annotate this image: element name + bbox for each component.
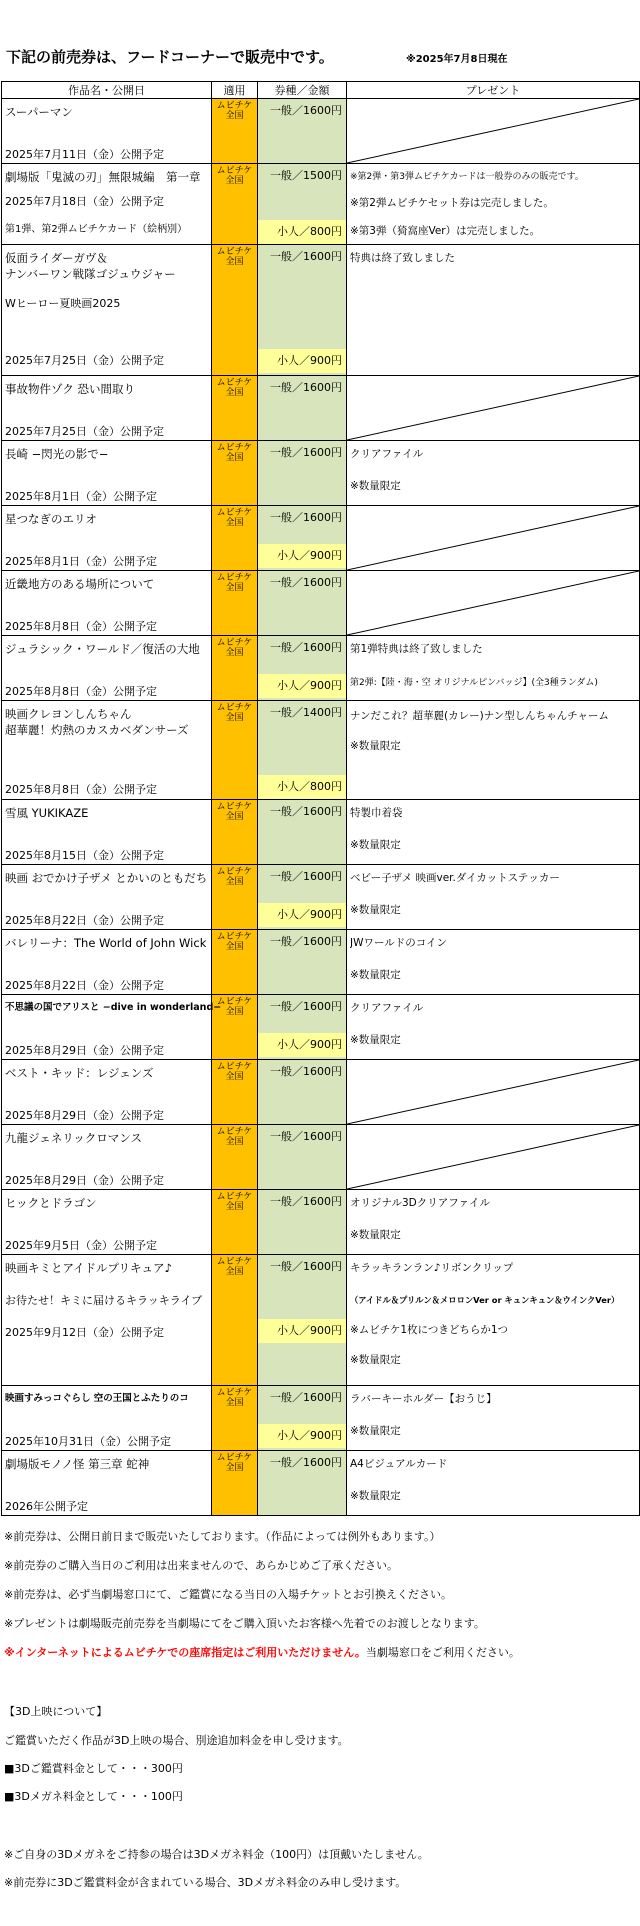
applicable-label: ムビチケ bbox=[216, 1257, 253, 1267]
adult-price: 一般／1600円 bbox=[270, 805, 342, 818]
adult-price: 一般／1600円 bbox=[270, 250, 342, 263]
adult-price: 一般／1600円 bbox=[270, 1195, 342, 1208]
adult-price: 一般／1600円 bbox=[270, 935, 342, 948]
no-present-line bbox=[347, 1125, 639, 1189]
three-d-line: ※前売券に3Dご鑑賞料金が含まれている場合、3Dメガネ料金のみ申し受けます。 bbox=[4, 1876, 407, 1889]
adult-price: 一般／1600円 bbox=[270, 1130, 342, 1143]
no-present-slash bbox=[347, 1125, 639, 1189]
ticket-cell bbox=[258, 164, 347, 245]
ticket-cell bbox=[258, 930, 347, 995]
applicable-label: 全国 bbox=[225, 583, 244, 593]
ticket-cell bbox=[258, 441, 347, 506]
table-row bbox=[2, 1255, 640, 1386]
no-present-line bbox=[347, 1060, 639, 1124]
applicable-label: ムビチケ bbox=[216, 802, 253, 812]
present-text: ※数量限定 bbox=[350, 740, 401, 752]
no-present-slash bbox=[347, 1060, 639, 1124]
present-text: 特典は終了致しました bbox=[350, 252, 455, 264]
table-row bbox=[2, 99, 640, 164]
applicable-label: 全国 bbox=[225, 111, 244, 121]
movie-subtitle: Wヒーロー夏映画2025 bbox=[5, 297, 121, 310]
title-cell bbox=[2, 1451, 212, 1516]
present-text: クリアファイル bbox=[350, 1002, 424, 1014]
movie-title: 事故物件ゾク 恐い間取り bbox=[5, 382, 136, 396]
applicable-label: ムビチケ bbox=[216, 932, 253, 942]
table-row bbox=[2, 800, 640, 865]
present-text: ※第2弾・第3弾ムビチケカードは一般券のみの販売です。 bbox=[350, 172, 584, 182]
release-date: 2025年8月29日（金）公開予定 bbox=[5, 1044, 164, 1057]
child-price: 小人／900円 bbox=[258, 903, 346, 927]
title-cell bbox=[2, 1190, 212, 1255]
three-d-line: ■3Dメガネ料金として・・・100円 bbox=[4, 1790, 183, 1803]
release-date: 2025年8月22日（金）公開予定 bbox=[5, 914, 164, 927]
present-cell bbox=[347, 930, 640, 995]
three-d-line: ■3Dご鑑賞料金として・・・300円 bbox=[4, 1762, 183, 1775]
no-present-line bbox=[347, 376, 639, 440]
release-date: 2025年10月31日（金）公開予定 bbox=[5, 1435, 171, 1448]
title-cell bbox=[2, 164, 212, 245]
table-row bbox=[2, 441, 640, 506]
applicable-cell bbox=[212, 800, 258, 865]
present-text: ナンだこれ？超華麗(カレー)ナン型しんちゃんチャーム bbox=[350, 710, 609, 722]
table-row bbox=[2, 995, 640, 1060]
column-header: プレゼント bbox=[347, 82, 640, 99]
present-cell bbox=[347, 1190, 640, 1255]
movie-title: 不思議の国でアリスと −dive in wonderland− bbox=[5, 1002, 222, 1013]
applicable-label: 全国 bbox=[225, 1202, 244, 1212]
movie-title: 超華麗！灼熱のカスカベダンサーズ bbox=[5, 723, 189, 737]
release-date: 2025年8月8日（金）公開予定 bbox=[5, 685, 157, 698]
release-date: 2025年8月1日（金）公開予定 bbox=[5, 490, 157, 503]
ticket-cell bbox=[258, 506, 347, 571]
movie-title: 長崎 −閃光の影で− bbox=[5, 447, 109, 461]
applicable-label: 全国 bbox=[225, 713, 244, 723]
present-text: オリジナル3Dクリアファイル bbox=[350, 1197, 491, 1209]
table-row bbox=[2, 865, 640, 930]
applicable-cell bbox=[212, 636, 258, 701]
applicable-label: 全国 bbox=[225, 1137, 244, 1147]
applicable-label: ムビチケ bbox=[216, 867, 253, 877]
present-cell bbox=[347, 506, 640, 571]
applicable-label: 全国 bbox=[225, 1007, 244, 1017]
title-cell bbox=[2, 995, 222, 1060]
adult-price: 一般／1600円 bbox=[270, 1456, 342, 1469]
present-text: ※数量限定 bbox=[350, 1034, 401, 1046]
present-text: ※数量限定 bbox=[350, 1354, 401, 1366]
movie-title: 雪風 YUKIKAZE bbox=[5, 806, 89, 820]
present-text: キラッキランラン♪リボンクリップ bbox=[350, 1262, 514, 1274]
ticket-cell bbox=[258, 245, 347, 376]
present-text: ラバーキーホルダー【おうじ】 bbox=[350, 1393, 497, 1405]
no-present-slash bbox=[347, 571, 639, 635]
child-price: 小人／800円 bbox=[258, 775, 346, 799]
applicable-label: 全国 bbox=[225, 648, 244, 658]
applicable-cell bbox=[212, 701, 258, 800]
present-text: JWワールドのコイン bbox=[350, 937, 447, 949]
applicable-cell bbox=[212, 1190, 258, 1255]
no-present-slash bbox=[347, 506, 639, 570]
column-header: 作品名・公開日 bbox=[2, 82, 212, 99]
applicable-cell bbox=[212, 1060, 258, 1125]
note-line: ※プレゼントは劇場販売前売券を当劇場にてをご購入頂いたお客様へ先着でのお渡しとなります。 bbox=[4, 1617, 485, 1630]
no-present-slash bbox=[347, 99, 639, 163]
title-cell bbox=[2, 376, 212, 441]
note-line: ※前売券のご購入当日のご利用は出来ませんので、あらかじめご了承ください。 bbox=[4, 1559, 398, 1572]
three-d-line: ご鑑賞いただく作品が3D上映の場合、別途追加料金を申し受けます。 bbox=[4, 1734, 349, 1747]
movie-subtitle: お待たせ！キミに届けるキラッキライブ bbox=[5, 1294, 203, 1307]
movie-title: ジュラシック・ワールド／復活の大地 bbox=[5, 642, 200, 656]
applicable-label: ムビチケ bbox=[216, 638, 253, 648]
present-text: ※数量限定 bbox=[350, 969, 401, 981]
present-text: ※数量限定 bbox=[350, 1490, 401, 1502]
warning-red-text: ※インターネットによるムビチケでの座席指定はご利用いただけません。 bbox=[4, 1646, 366, 1659]
ticket-table bbox=[1, 81, 640, 1516]
release-date: 2025年7月25日（金）公開予定 bbox=[5, 354, 164, 367]
adult-price: 一般／1500円 bbox=[270, 169, 342, 182]
movie-note: 第1弾、第2弾ムビチケカード（絵柄別） bbox=[5, 224, 188, 235]
applicable-label: 全国 bbox=[225, 518, 244, 528]
title-cell bbox=[2, 506, 212, 571]
present-text: ※数量限定 bbox=[350, 904, 401, 916]
present-text: ※第2弾ムビチケセット券は完売しました。 bbox=[350, 197, 554, 209]
table-row bbox=[2, 164, 640, 245]
applicable-label: 全国 bbox=[225, 1398, 244, 1408]
adult-price: 一般／1400円 bbox=[270, 706, 342, 719]
adult-price: 一般／1600円 bbox=[270, 576, 342, 589]
adult-price: 一般／1600円 bbox=[270, 446, 342, 459]
no-present-line bbox=[347, 571, 639, 635]
applicable-cell bbox=[212, 1451, 258, 1516]
applicable-label: 全国 bbox=[225, 453, 244, 463]
table-row bbox=[2, 1190, 640, 1255]
present-text: ※数量限定 bbox=[350, 839, 401, 851]
adult-price: 一般／1600円 bbox=[270, 381, 342, 394]
applicable-label: ムビチケ bbox=[216, 166, 253, 176]
as-of-date: ※2025年7月8日現在 bbox=[406, 54, 508, 65]
movie-title: 映画 おでかけ子ザメ とかいのともだち bbox=[5, 871, 208, 885]
no-present-line bbox=[347, 99, 639, 163]
child-price: 小人／900円 bbox=[258, 349, 346, 373]
table-row bbox=[2, 1060, 640, 1125]
child-price: 小人／800円 bbox=[258, 220, 346, 244]
child-price: 小人／900円 bbox=[258, 1319, 346, 1343]
applicable-label: 全国 bbox=[225, 176, 244, 186]
table-row bbox=[2, 636, 640, 701]
present-cell bbox=[347, 1125, 640, 1190]
applicable-cell bbox=[212, 99, 258, 164]
release-date: 2025年8月22日（金）公開予定 bbox=[5, 979, 164, 992]
warning-black-text: 当劇場窓口をご利用ください。 bbox=[365, 1646, 520, 1659]
applicable-label: ムビチケ bbox=[216, 378, 253, 388]
applicable-cell bbox=[212, 441, 258, 506]
present-text: 第2弾:【陸・海・空 オリジナルピンバッジ】(全3種ランダム) bbox=[350, 678, 598, 688]
present-text: A4ビジュアルカード bbox=[350, 1458, 448, 1470]
ticket-cell bbox=[258, 1451, 347, 1516]
release-date: 2025年9月12日（金）公開予定 bbox=[5, 1326, 164, 1339]
release-date: 2025年8月8日（金）公開予定 bbox=[5, 620, 157, 633]
ticket-cell bbox=[258, 376, 347, 441]
adult-price: 一般／1600円 bbox=[270, 104, 342, 117]
title-cell bbox=[2, 1386, 212, 1451]
release-date: 2025年9月5日（金）公開予定 bbox=[5, 1239, 157, 1252]
applicable-label: ムビチケ bbox=[216, 1192, 253, 1202]
table-row bbox=[2, 506, 640, 571]
title-cell bbox=[2, 636, 212, 701]
applicable-label: ムビチケ bbox=[216, 1453, 253, 1463]
movie-title: 九龍ジェネリックロマンス bbox=[5, 1131, 142, 1145]
page-header bbox=[6, 46, 636, 68]
table-row bbox=[2, 930, 640, 995]
ticket-cell bbox=[258, 800, 347, 865]
page-title: 下記の前売券は、フードコーナーで販売中です。 bbox=[6, 48, 334, 66]
applicable-label: ムビチケ bbox=[216, 101, 253, 111]
applicable-cell bbox=[212, 1255, 258, 1386]
release-date: 2025年7月25日（金）公開予定 bbox=[5, 425, 164, 438]
child-price: 小人／900円 bbox=[258, 1033, 346, 1057]
title-cell bbox=[2, 1060, 212, 1125]
ticket-cell bbox=[258, 1060, 347, 1125]
note-line: ※前売券は、公開日前日まで販売いたしております。（作品によっては例外もあります。） bbox=[4, 1530, 441, 1543]
movie-title: スーパーマン bbox=[5, 105, 73, 119]
applicable-label: 全国 bbox=[225, 257, 244, 267]
child-price: 小人／900円 bbox=[258, 674, 346, 698]
present-cell bbox=[347, 800, 640, 865]
movie-title: ベスト・キッド：レジェンズ bbox=[5, 1066, 154, 1080]
applicable-label: 全国 bbox=[225, 388, 244, 398]
release-date: 2025年8月15日（金）公開予定 bbox=[5, 849, 164, 862]
present-cell bbox=[347, 701, 640, 800]
title-cell bbox=[2, 1125, 212, 1190]
table-header-row bbox=[2, 82, 640, 99]
present-cell bbox=[347, 995, 640, 1060]
adult-price: 一般／1600円 bbox=[270, 1000, 342, 1013]
present-text: ※第3弾（猗窩座Ver）は完売しました。 bbox=[350, 225, 541, 237]
table-row bbox=[2, 1386, 640, 1451]
movie-title: 映画クレヨンしんちゃん bbox=[5, 707, 132, 721]
movie-title: 映画キミとアイドルプリキュア♪ bbox=[5, 1261, 172, 1275]
adult-price: 一般／1600円 bbox=[270, 1391, 342, 1404]
ticket-cell bbox=[258, 571, 347, 636]
present-cell bbox=[347, 865, 640, 930]
release-date: 2025年8月29日（金）公開予定 bbox=[5, 1174, 164, 1187]
movie-title: 仮面ライダーガヴ＆ bbox=[5, 251, 108, 265]
title-cell bbox=[2, 245, 212, 376]
note-line: ※前売券は、必ず当劇場窓口にて、ご鑑賞になる当日の入場チケットとお引換えください。 bbox=[4, 1588, 453, 1601]
release-date: 2025年7月11日（金）公開予定 bbox=[5, 148, 164, 161]
ticket-cell bbox=[258, 701, 347, 800]
ticket-cell bbox=[258, 1125, 347, 1190]
applicable-label: 全国 bbox=[225, 877, 244, 887]
release-date: 2025年7月18日（金）公開予定 bbox=[5, 195, 164, 208]
title-cell bbox=[2, 930, 212, 995]
release-date: 2026年公開予定 bbox=[5, 1500, 88, 1513]
adult-price: 一般／1600円 bbox=[270, 511, 342, 524]
applicable-cell bbox=[212, 1125, 258, 1190]
table-row bbox=[2, 701, 640, 800]
ticket-cell bbox=[258, 865, 347, 930]
three-d-heading: 【3D上映について】 bbox=[4, 1705, 108, 1718]
applicable-label: ムビチケ bbox=[216, 1127, 253, 1137]
release-date: 2025年8月8日（金）公開予定 bbox=[5, 783, 157, 796]
table-body bbox=[2, 99, 640, 1516]
applicable-label: ムビチケ bbox=[216, 997, 253, 1007]
title-cell bbox=[2, 800, 212, 865]
applicable-cell bbox=[212, 1386, 258, 1451]
applicable-cell bbox=[212, 571, 258, 636]
applicable-cell bbox=[212, 164, 258, 245]
applicable-cell bbox=[212, 506, 258, 571]
present-cell bbox=[347, 164, 640, 245]
movie-title: 映画すみっコぐらし 空の王国とふたりのコ bbox=[5, 1393, 189, 1404]
applicable-cell bbox=[212, 245, 258, 376]
applicable-label: 全国 bbox=[225, 1267, 244, 1277]
movie-title: 近畿地方のある場所について bbox=[5, 577, 155, 591]
applicable-label: 全国 bbox=[225, 1463, 244, 1473]
ticket-cell bbox=[258, 1386, 347, 1451]
title-cell bbox=[2, 865, 212, 930]
movie-title: ナンバーワン戦隊ゴジュウジャー bbox=[5, 267, 176, 281]
present-text: ※数量限定 bbox=[350, 1229, 401, 1241]
movie-title: 劇場版モノノ怪 第三章 蛇神 bbox=[5, 1457, 150, 1471]
title-cell bbox=[2, 571, 212, 636]
applicable-cell bbox=[212, 376, 258, 441]
present-cell bbox=[347, 441, 640, 506]
title-cell bbox=[2, 99, 212, 164]
table-row bbox=[2, 1451, 640, 1516]
ticket-cell bbox=[258, 1190, 347, 1255]
present-cell bbox=[347, 1255, 640, 1386]
present-cell bbox=[347, 1386, 640, 1451]
present-text: 第1弾特典は終了致しました bbox=[350, 643, 483, 655]
present-cell bbox=[347, 636, 640, 701]
present-text: 特製巾着袋 bbox=[350, 807, 403, 819]
ticket-cell bbox=[258, 99, 347, 164]
movie-title: 星つなぎのエリオ bbox=[5, 512, 97, 526]
applicable-label: ムビチケ bbox=[216, 508, 253, 518]
applicable-cell bbox=[212, 865, 258, 930]
adult-price: 一般／1600円 bbox=[270, 641, 342, 654]
release-date: 2025年8月1日（金）公開予定 bbox=[5, 555, 157, 568]
present-text: ※数量限定 bbox=[350, 1425, 401, 1437]
present-cell bbox=[347, 571, 640, 636]
applicable-label: 全国 bbox=[225, 1072, 244, 1082]
movie-title: ヒックとドラゴン bbox=[5, 1196, 97, 1210]
child-price: 小人／900円 bbox=[258, 544, 346, 568]
applicable-label: ムビチケ bbox=[216, 1388, 253, 1398]
present-cell bbox=[347, 1451, 640, 1516]
present-text: ベビー子ザメ 映画ver.ダイカットステッカー bbox=[350, 872, 560, 884]
table-row bbox=[2, 245, 640, 376]
applicable-label: ムビチケ bbox=[216, 443, 253, 453]
ticket-cell bbox=[258, 636, 347, 701]
adult-price: 一般／1600円 bbox=[270, 1260, 342, 1273]
no-present-line bbox=[347, 506, 639, 570]
child-price: 小人／900円 bbox=[258, 1424, 346, 1448]
present-text: ※ムビチケ1枚につきどちらか1つ bbox=[350, 1324, 509, 1336]
present-text: （アイドル＆プリルン＆メロロンVer or キュンキュン＆ウインクVer） bbox=[350, 1295, 620, 1305]
no-present-slash bbox=[347, 376, 639, 440]
column-header: 適用 bbox=[212, 82, 258, 99]
warning-line bbox=[4, 1644, 520, 1660]
column-header: 券種／金額 bbox=[258, 82, 347, 99]
ticket-cell bbox=[258, 1255, 347, 1386]
release-date: 2025年8月29日（金）公開予定 bbox=[5, 1109, 164, 1122]
title-cell bbox=[2, 441, 212, 506]
applicable-label: ムビチケ bbox=[216, 573, 253, 583]
movie-title: 劇場版「鬼滅の刃」無限城編 第一章 bbox=[5, 170, 201, 184]
title-cell bbox=[2, 1255, 212, 1386]
table-row bbox=[2, 376, 640, 441]
applicable-label: ムビチケ bbox=[216, 247, 253, 257]
applicable-label: ムビチケ bbox=[216, 1062, 253, 1072]
adult-price: 一般／1600円 bbox=[270, 1065, 342, 1078]
applicable-cell bbox=[212, 930, 258, 995]
present-text: クリアファイル bbox=[350, 448, 424, 460]
table-row bbox=[2, 1125, 640, 1190]
title-cell bbox=[2, 701, 212, 800]
ticket-cell bbox=[258, 995, 347, 1060]
applicable-label: ムビチケ bbox=[216, 703, 253, 713]
present-cell bbox=[347, 245, 640, 376]
present-cell bbox=[347, 1060, 640, 1125]
movie-title: バレリーナ：The World of John Wick bbox=[5, 936, 207, 950]
applicable-label: 全国 bbox=[225, 812, 244, 822]
adult-price: 一般／1600円 bbox=[270, 870, 342, 883]
three-d-line: ※ご自身の3Dメガネをご持参の場合は3Dメガネ料金（100円）は頂戴いたしません。 bbox=[4, 1848, 429, 1861]
present-cell bbox=[347, 99, 640, 164]
table-row bbox=[2, 571, 640, 636]
applicable-label: 全国 bbox=[225, 942, 244, 952]
present-cell bbox=[347, 376, 640, 441]
present-text: ※数量限定 bbox=[350, 480, 401, 492]
